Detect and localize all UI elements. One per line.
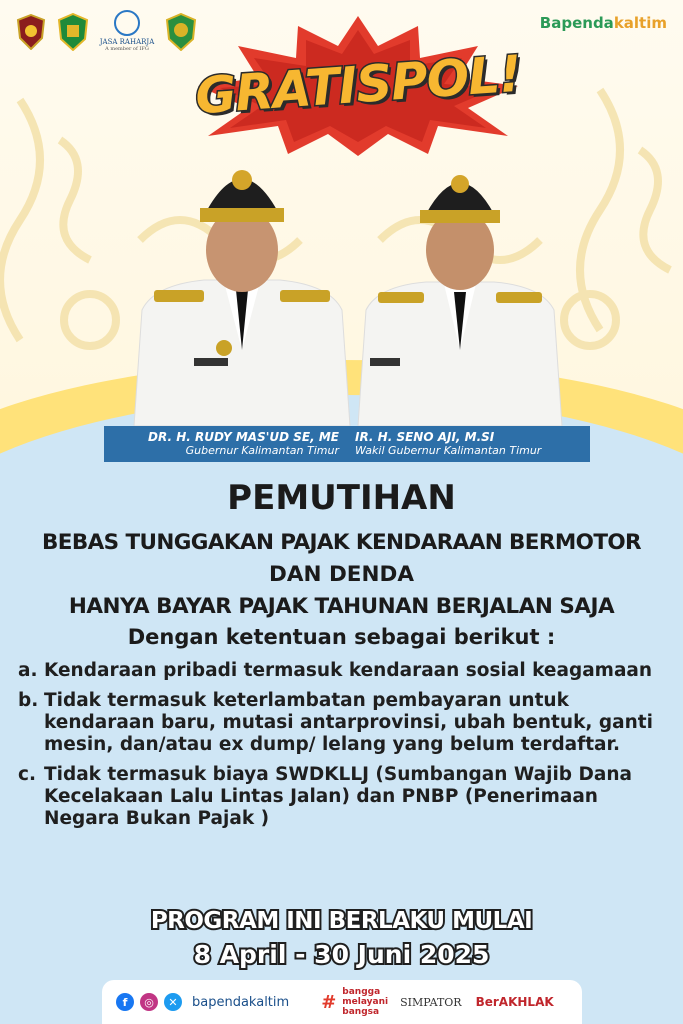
simpator-logo: SIMPATOR [400,995,462,1009]
list-item [18,660,668,682]
official-1-photo [124,150,360,426]
headline-text: GRATISPOL! [193,44,523,126]
official-2-caption [347,426,590,462]
program-dates: 8 April - 30 Juni 2025 [193,940,490,969]
jasa-raharja-member: A member of IFG [105,46,149,52]
jasa-raharja-text: JASA RAHARJA [99,38,155,46]
list-item-text: Kendaraan pribadi termasuk kendaraan sosial keagamaan [44,660,653,681]
bapenda-brand [540,14,667,32]
police-logo-icon [14,13,48,51]
instagram-icon[interactable]: ◎ [140,993,158,1011]
jasa-raharja-icon [114,10,140,36]
bangga-melayani-logo [342,987,388,1017]
hashtag-icon: # [321,991,337,1013]
program-notice: PROGRAM INI BERLAKU MULAI [150,908,533,934]
list-item-letter: a. [18,660,38,681]
subtitle-line-2: DAN DENDA [269,562,414,587]
subtitle-line-1: BEBAS TUNGGAKAN PAJAK KENDARAAN BERMOTOR [41,530,642,555]
partner-logos [14,10,198,54]
list-item-text: Tidak termasuk biaya SWDKLLJ (Sumbangan Wajib Dana Kecelakaan Lalu Lintas Jalan) dan PNBP (Penerimaan Negara Bukan Pajak ) [44,764,632,829]
brand-suffix: kaltim [613,14,667,32]
x-icon[interactable]: ✕ [164,993,182,1011]
official-1-name: DR. H. RUDY MAS'UD SE, ME [148,430,339,444]
social-handle[interactable]: bapendakaltim [192,994,290,1010]
bangga-text-2: melayani [342,997,389,1007]
jasa-raharja-logo [98,10,156,54]
list-item-text: Tidak termasuk keterlambatan pembayaran untuk kendaraan baru, mutasi antarprovinsi, ubah bentuk, ganti mesin, dan/atau ex dump/ lelang yang belum terdaftar. [44,690,653,755]
list-item-letter: b. [18,690,39,711]
berakhlak-logo: BerAKHLAK [475,995,554,1009]
list-item [18,764,668,830]
facebook-icon[interactable]: f [116,993,134,1011]
officials-banner [104,426,590,462]
kaltim-logo-icon [56,13,90,51]
official-2-role: Wakil Gubernur Kalimantan Timur [355,444,542,457]
bangga-text-1: bangga [342,987,381,997]
subtitle-line-3: HANYA BAYAR PAJAK TAHUNAN BERJALAN SAJA [68,594,615,619]
footer-bar [102,980,582,1024]
bangga-text-3: bangsa [342,1007,380,1017]
headline-burst [188,16,538,156]
list-item-letter: c. [18,764,36,785]
brand-prefix: Bapenda [539,14,614,32]
official-1-caption [104,426,347,462]
conditions-heading: Dengan ketentuan sebagai berikut : [127,625,556,649]
official-2-name: IR. H. SENO AJI, M.SI [355,430,495,444]
official-1-role: Gubernur Kalimantan Timur [185,444,339,457]
list-item [18,690,668,756]
conditions-list [18,660,668,838]
page-title: PEMUTIHAN [227,478,456,518]
official-2-photo [350,158,570,426]
